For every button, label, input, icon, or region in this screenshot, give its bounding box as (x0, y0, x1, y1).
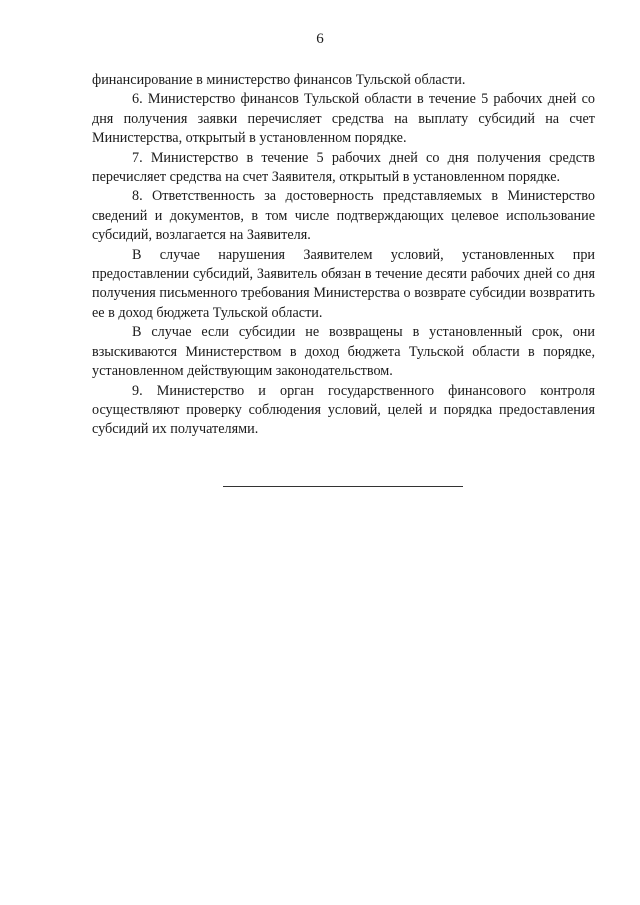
page-number: 6 (316, 31, 324, 47)
paragraph-item-7: 7. Министерство в течение 5 рабочих дней со дня получения средств перечисляет средства на счет Заявителя, открытый в установленном порядке. (92, 149, 595, 186)
paragraph-recovery: В случае если субсидии не возвращены в установленный срок, они взыскиваются Министерством в доход бюджета Тульской области в порядке, установленном действующим законодательством. (92, 324, 595, 380)
paragraph-violation: В случае нарушения Заявителем условий, установленных при предоставлении субсидий, Заявитель обязан в течение десяти рабочих дней со дня получения письменного требования Министерства о возврате субсидии возвратить ее в доход бюджета Тульской области. (92, 246, 595, 321)
paragraph-continuation: финансирование в министерство финансов Тульской области. (92, 72, 466, 88)
paragraph-item-6: 6. Министерство финансов Тульской области в течение 5 рабочих дней со дня получения заявки перечисляет средства на выплату субсидий на счет Министерства, открытый в установленном порядке. (92, 91, 595, 147)
document-body (92, 71, 595, 440)
end-divider-line (223, 486, 463, 487)
paragraph-item-9: 9. Министерство и орган государственного финансового контроля осуществляют проверку соблюдения условий, целей и порядка предоставления субсидий их получателями. (92, 382, 595, 438)
paragraph-item-8: 8. Ответственность за достоверность представляемых в Министерство сведений и документов, в том числе подтверждающих целевое использование субсидий, возлагается на Заявителя. (92, 188, 595, 244)
